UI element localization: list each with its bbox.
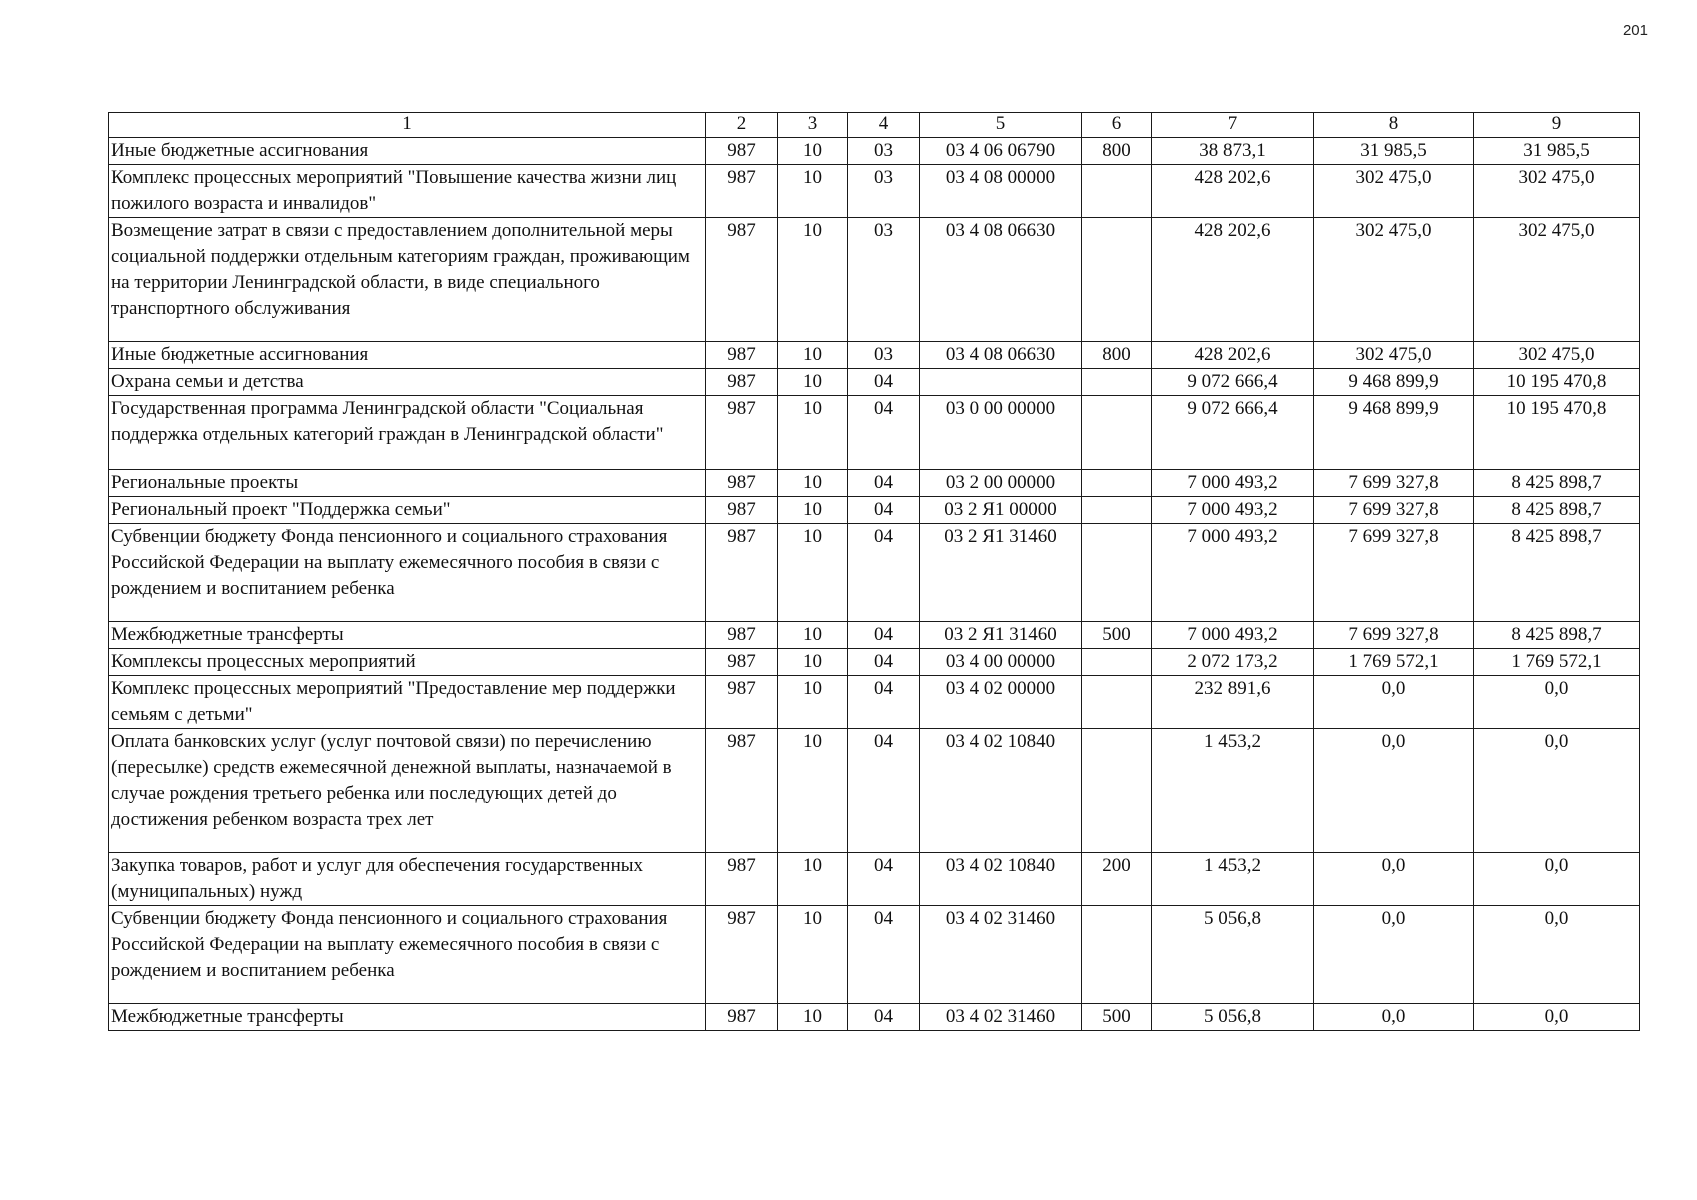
row-name-cell: Охрана семьи и детства xyxy=(109,369,706,396)
subsection-cell: 04 xyxy=(848,396,920,470)
expense-type-cell xyxy=(1082,497,1152,524)
subsection-cell: 03 xyxy=(848,138,920,165)
amount-year2-cell: 302 475,0 xyxy=(1314,342,1474,369)
section-cell: 10 xyxy=(778,138,848,165)
amount-year1-cell: 9 072 666,4 xyxy=(1152,369,1314,396)
expense-type-cell xyxy=(1082,396,1152,470)
amount-year1-cell: 7 000 493,2 xyxy=(1152,524,1314,622)
amount-year2-cell: 0,0 xyxy=(1314,1004,1474,1031)
table-row xyxy=(109,1004,1640,1031)
row-name-cell: Субвенции бюджету Фонда пенсионного и социального страхования Российской Федерации на выплату ежемесячного пособия в связи с рождением и воспитанием ребенка xyxy=(109,524,706,622)
row-name-cell: Региональный проект "Поддержка семьи" xyxy=(109,497,706,524)
section-cell: 10 xyxy=(778,470,848,497)
target-article-cell: 03 4 08 06630 xyxy=(920,342,1082,369)
table-row xyxy=(109,853,1640,906)
table-row xyxy=(109,729,1640,853)
target-article-cell: 03 2 00 00000 xyxy=(920,470,1082,497)
target-article-cell: 03 4 06 06790 xyxy=(920,138,1082,165)
amount-year2-cell: 7 699 327,8 xyxy=(1314,622,1474,649)
amount-year2-cell: 0,0 xyxy=(1314,853,1474,906)
section-cell: 10 xyxy=(778,729,848,853)
row-name-cell: Оплата банковских услуг (услуг почтовой связи) по перечислению (пересылке) средств ежемесячной денежной выплаты, назначаемой в случае рождения третьего ребенка или последующих детей до достижения ребенком возраста трех лет xyxy=(109,729,706,853)
section-cell: 10 xyxy=(778,649,848,676)
gr-code-cell: 987 xyxy=(706,676,778,729)
section-cell: 10 xyxy=(778,369,848,396)
table-body xyxy=(109,138,1640,1031)
amount-year3-cell: 10 195 470,8 xyxy=(1474,369,1640,396)
subsection-cell: 03 xyxy=(848,342,920,369)
expense-type-cell xyxy=(1082,165,1152,218)
amount-year1-cell: 1 453,2 xyxy=(1152,729,1314,853)
target-article-cell: 03 0 00 00000 xyxy=(920,396,1082,470)
amount-year3-cell: 8 425 898,7 xyxy=(1474,524,1640,622)
column-header: 1 xyxy=(109,113,706,138)
expense-type-cell: 800 xyxy=(1082,138,1152,165)
amount-year1-cell: 1 453,2 xyxy=(1152,853,1314,906)
target-article-cell: 03 4 02 10840 xyxy=(920,853,1082,906)
amount-year3-cell: 31 985,5 xyxy=(1474,138,1640,165)
table-row xyxy=(109,369,1640,396)
table-row xyxy=(109,165,1640,218)
table-row xyxy=(109,906,1640,1004)
amount-year2-cell: 7 699 327,8 xyxy=(1314,470,1474,497)
expense-type-cell xyxy=(1082,649,1152,676)
target-article-cell: 03 4 02 31460 xyxy=(920,906,1082,1004)
amount-year2-cell: 31 985,5 xyxy=(1314,138,1474,165)
gr-code-cell: 987 xyxy=(706,649,778,676)
gr-code-cell: 987 xyxy=(706,396,778,470)
section-cell: 10 xyxy=(778,218,848,342)
table-row xyxy=(109,396,1640,470)
amount-year2-cell: 7 699 327,8 xyxy=(1314,497,1474,524)
row-name-cell: Субвенции бюджету Фонда пенсионного и социального страхования Российской Федерации на выплату ежемесячного пособия в связи с рождением и воспитанием ребенка xyxy=(109,906,706,1004)
section-cell: 10 xyxy=(778,342,848,369)
amount-year3-cell: 302 475,0 xyxy=(1474,342,1640,369)
expense-type-cell xyxy=(1082,524,1152,622)
amount-year3-cell: 0,0 xyxy=(1474,676,1640,729)
budget-table xyxy=(108,112,1640,1031)
amount-year2-cell: 0,0 xyxy=(1314,906,1474,1004)
row-name-cell: Комплекс процессных мероприятий "Предоставление мер поддержки семьям с детьми" xyxy=(109,676,706,729)
expense-type-cell xyxy=(1082,218,1152,342)
amount-year3-cell: 8 425 898,7 xyxy=(1474,497,1640,524)
row-name-cell: Комплекс процессных мероприятий "Повышение качества жизни лиц пожилого возраста и инвалидов" xyxy=(109,165,706,218)
gr-code-cell: 987 xyxy=(706,853,778,906)
expense-type-cell xyxy=(1082,729,1152,853)
amount-year3-cell: 8 425 898,7 xyxy=(1474,622,1640,649)
row-name-cell: Региональные проекты xyxy=(109,470,706,497)
subsection-cell: 04 xyxy=(848,676,920,729)
gr-code-cell: 987 xyxy=(706,729,778,853)
target-article-cell: 03 2 Я1 31460 xyxy=(920,524,1082,622)
row-name-cell: Межбюджетные трансферты xyxy=(109,1004,706,1031)
subsection-cell: 04 xyxy=(848,649,920,676)
target-article-cell xyxy=(920,369,1082,396)
row-name-cell: Закупка товаров, работ и услуг для обеспечения государственных (муниципальных) нужд xyxy=(109,853,706,906)
target-article-cell: 03 4 00 00000 xyxy=(920,649,1082,676)
column-header: 6 xyxy=(1082,113,1152,138)
gr-code-cell: 987 xyxy=(706,138,778,165)
amount-year3-cell: 1 769 572,1 xyxy=(1474,649,1640,676)
target-article-cell: 03 4 02 10840 xyxy=(920,729,1082,853)
column-header: 3 xyxy=(778,113,848,138)
table-row xyxy=(109,218,1640,342)
amount-year2-cell: 9 468 899,9 xyxy=(1314,369,1474,396)
amount-year3-cell: 8 425 898,7 xyxy=(1474,470,1640,497)
table-row xyxy=(109,470,1640,497)
amount-year3-cell: 302 475,0 xyxy=(1474,165,1640,218)
column-header: 4 xyxy=(848,113,920,138)
gr-code-cell: 987 xyxy=(706,497,778,524)
subsection-cell: 04 xyxy=(848,853,920,906)
target-article-cell: 03 4 02 00000 xyxy=(920,676,1082,729)
section-cell: 10 xyxy=(778,524,848,622)
header-row xyxy=(109,113,1640,138)
amount-year2-cell: 9 468 899,9 xyxy=(1314,396,1474,470)
row-name-cell: Возмещение затрат в связи с предоставлением дополнительной меры социальной поддержки отдельным категориям граждан, проживающим на территории Ленинградской области, в виде специального транспортного обслуживания xyxy=(109,218,706,342)
amount-year2-cell: 302 475,0 xyxy=(1314,165,1474,218)
amount-year1-cell: 5 056,8 xyxy=(1152,1004,1314,1031)
column-header: 7 xyxy=(1152,113,1314,138)
page-number: 201 xyxy=(1622,22,1648,39)
amount-year2-cell: 0,0 xyxy=(1314,729,1474,853)
section-cell: 10 xyxy=(778,906,848,1004)
section-cell: 10 xyxy=(778,622,848,649)
amount-year1-cell: 7 000 493,2 xyxy=(1152,470,1314,497)
table-row xyxy=(109,649,1640,676)
expense-type-cell xyxy=(1082,470,1152,497)
amount-year3-cell: 0,0 xyxy=(1474,853,1640,906)
section-cell: 10 xyxy=(778,853,848,906)
row-name-cell: Комплексы процессных мероприятий xyxy=(109,649,706,676)
target-article-cell: 03 4 08 06630 xyxy=(920,218,1082,342)
expense-type-cell xyxy=(1082,369,1152,396)
gr-code-cell: 987 xyxy=(706,470,778,497)
row-name-cell: Иные бюджетные ассигнования xyxy=(109,138,706,165)
section-cell: 10 xyxy=(778,497,848,524)
subsection-cell: 04 xyxy=(848,524,920,622)
target-article-cell: 03 2 Я1 00000 xyxy=(920,497,1082,524)
amount-year2-cell: 1 769 572,1 xyxy=(1314,649,1474,676)
table-row xyxy=(109,524,1640,622)
expense-type-cell: 800 xyxy=(1082,342,1152,369)
section-cell: 10 xyxy=(778,165,848,218)
amount-year3-cell: 10 195 470,8 xyxy=(1474,396,1640,470)
row-name-cell: Межбюджетные трансферты xyxy=(109,622,706,649)
table-row xyxy=(109,676,1640,729)
gr-code-cell: 987 xyxy=(706,342,778,369)
subsection-cell: 03 xyxy=(848,218,920,342)
section-cell: 10 xyxy=(778,676,848,729)
amount-year2-cell: 0,0 xyxy=(1314,676,1474,729)
table-row xyxy=(109,138,1640,165)
subsection-cell: 04 xyxy=(848,729,920,853)
amount-year1-cell: 2 072 173,2 xyxy=(1152,649,1314,676)
amount-year1-cell: 428 202,6 xyxy=(1152,342,1314,369)
row-name-cell: Государственная программа Ленинградской области "Социальная поддержка отдельных категорий граждан в Ленинградской области" xyxy=(109,396,706,470)
subsection-cell: 04 xyxy=(848,470,920,497)
column-header: 2 xyxy=(706,113,778,138)
amount-year2-cell: 7 699 327,8 xyxy=(1314,524,1474,622)
gr-code-cell: 987 xyxy=(706,218,778,342)
gr-code-cell: 987 xyxy=(706,622,778,649)
target-article-cell: 03 2 Я1 31460 xyxy=(920,622,1082,649)
amount-year3-cell: 0,0 xyxy=(1474,1004,1640,1031)
table-row xyxy=(109,342,1640,369)
amount-year1-cell: 428 202,6 xyxy=(1152,218,1314,342)
section-cell: 10 xyxy=(778,396,848,470)
subsection-cell: 04 xyxy=(848,369,920,396)
subsection-cell: 04 xyxy=(848,497,920,524)
amount-year3-cell: 0,0 xyxy=(1474,906,1640,1004)
expense-type-cell: 500 xyxy=(1082,622,1152,649)
amount-year1-cell: 5 056,8 xyxy=(1152,906,1314,1004)
gr-code-cell: 987 xyxy=(706,524,778,622)
expense-type-cell xyxy=(1082,676,1152,729)
subsection-cell: 04 xyxy=(848,1004,920,1031)
amount-year1-cell: 7 000 493,2 xyxy=(1152,497,1314,524)
amount-year1-cell: 38 873,1 xyxy=(1152,138,1314,165)
amount-year1-cell: 232 891,6 xyxy=(1152,676,1314,729)
amount-year3-cell: 0,0 xyxy=(1474,729,1640,853)
expense-type-cell: 500 xyxy=(1082,1004,1152,1031)
table-row xyxy=(109,497,1640,524)
table-row xyxy=(109,622,1640,649)
column-header: 9 xyxy=(1474,113,1640,138)
target-article-cell: 03 4 02 31460 xyxy=(920,1004,1082,1031)
subsection-cell: 03 xyxy=(848,165,920,218)
column-header: 8 xyxy=(1314,113,1474,138)
target-article-cell: 03 4 08 00000 xyxy=(920,165,1082,218)
subsection-cell: 04 xyxy=(848,906,920,1004)
gr-code-cell: 987 xyxy=(706,369,778,396)
expense-type-cell: 200 xyxy=(1082,853,1152,906)
section-cell: 10 xyxy=(778,1004,848,1031)
expense-type-cell xyxy=(1082,906,1152,1004)
amount-year1-cell: 9 072 666,4 xyxy=(1152,396,1314,470)
amount-year1-cell: 7 000 493,2 xyxy=(1152,622,1314,649)
amount-year1-cell: 428 202,6 xyxy=(1152,165,1314,218)
row-name-cell: Иные бюджетные ассигнования xyxy=(109,342,706,369)
amount-year3-cell: 302 475,0 xyxy=(1474,218,1640,342)
gr-code-cell: 987 xyxy=(706,165,778,218)
subsection-cell: 04 xyxy=(848,622,920,649)
amount-year2-cell: 302 475,0 xyxy=(1314,218,1474,342)
gr-code-cell: 987 xyxy=(706,1004,778,1031)
column-header: 5 xyxy=(920,113,1082,138)
gr-code-cell: 987 xyxy=(706,906,778,1004)
